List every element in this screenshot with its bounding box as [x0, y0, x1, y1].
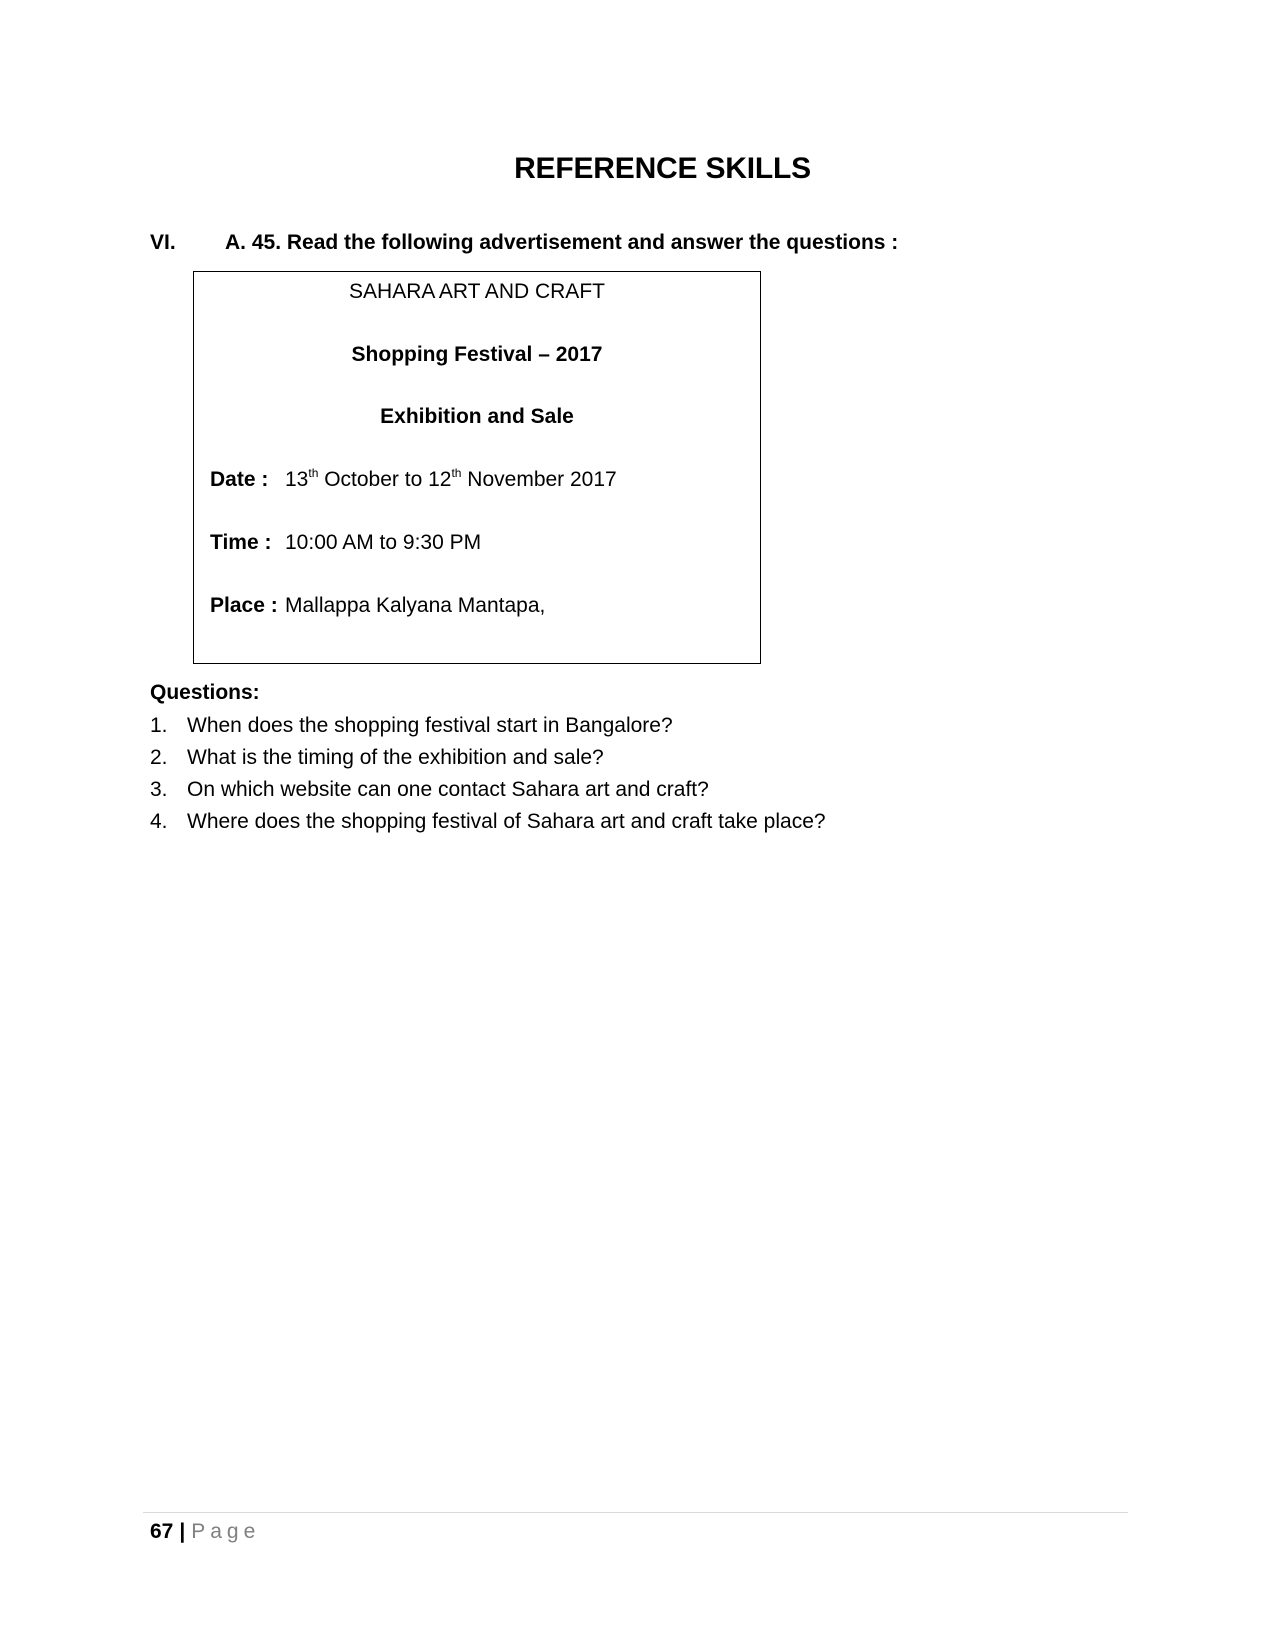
page-footer	[150, 1520, 260, 1544]
question-item	[150, 809, 826, 841]
footer-divider	[143, 1512, 1128, 1513]
question-text: On which website can one contact Sahara art and craft?	[187, 778, 709, 801]
event-subtitle: Exhibition and Sale	[380, 405, 574, 428]
section-instruction	[150, 231, 898, 255]
date-row	[210, 468, 617, 492]
questions-list	[150, 713, 826, 841]
question-item	[150, 713, 826, 745]
time-value: 10:00 AM to 9:30 PM	[285, 531, 482, 554]
date-middle: October to 12	[318, 468, 452, 491]
footer-separator: |	[179, 1520, 186, 1543]
question-number: 1.	[150, 714, 168, 737]
event-title: Shopping Festival – 2017	[351, 343, 603, 366]
date-start-sup: th	[308, 466, 319, 480]
question-text: When does the shopping festival start in Bangalore?	[187, 714, 673, 737]
advertiser-name: SAHARA ART AND CRAFT	[349, 280, 605, 303]
date-value	[285, 468, 617, 491]
page-number: 67	[150, 1520, 174, 1543]
questions-heading: Questions:	[150, 681, 260, 704]
place-label: Place :	[210, 594, 278, 617]
section-number: VI.	[150, 231, 176, 254]
question-item	[150, 777, 826, 809]
instruction-text: A. 45. Read the following advertisement and answer the questions :	[225, 231, 899, 254]
question-text: Where does the shopping festival of Sahara art and craft take place?	[187, 810, 826, 833]
place-row	[210, 594, 545, 618]
date-end: November 2017	[461, 468, 617, 491]
question-number: 2.	[150, 746, 168, 769]
time-row	[210, 531, 481, 555]
question-number: 3.	[150, 778, 168, 801]
date-start-day: 13	[285, 468, 309, 491]
advertisement-box	[193, 271, 761, 664]
question-number: 4.	[150, 810, 168, 833]
question-item	[150, 745, 826, 777]
page-word: Page	[191, 1520, 261, 1543]
time-label: Time :	[210, 531, 272, 554]
date-label: Date :	[210, 468, 269, 491]
place-value: Mallappa Kalyana Mantapa,	[285, 594, 546, 617]
question-text: What is the timing of the exhibition and sale?	[187, 746, 604, 769]
page-title: REFERENCE SKILLS	[514, 152, 811, 185]
date-end-sup: th	[451, 466, 462, 480]
